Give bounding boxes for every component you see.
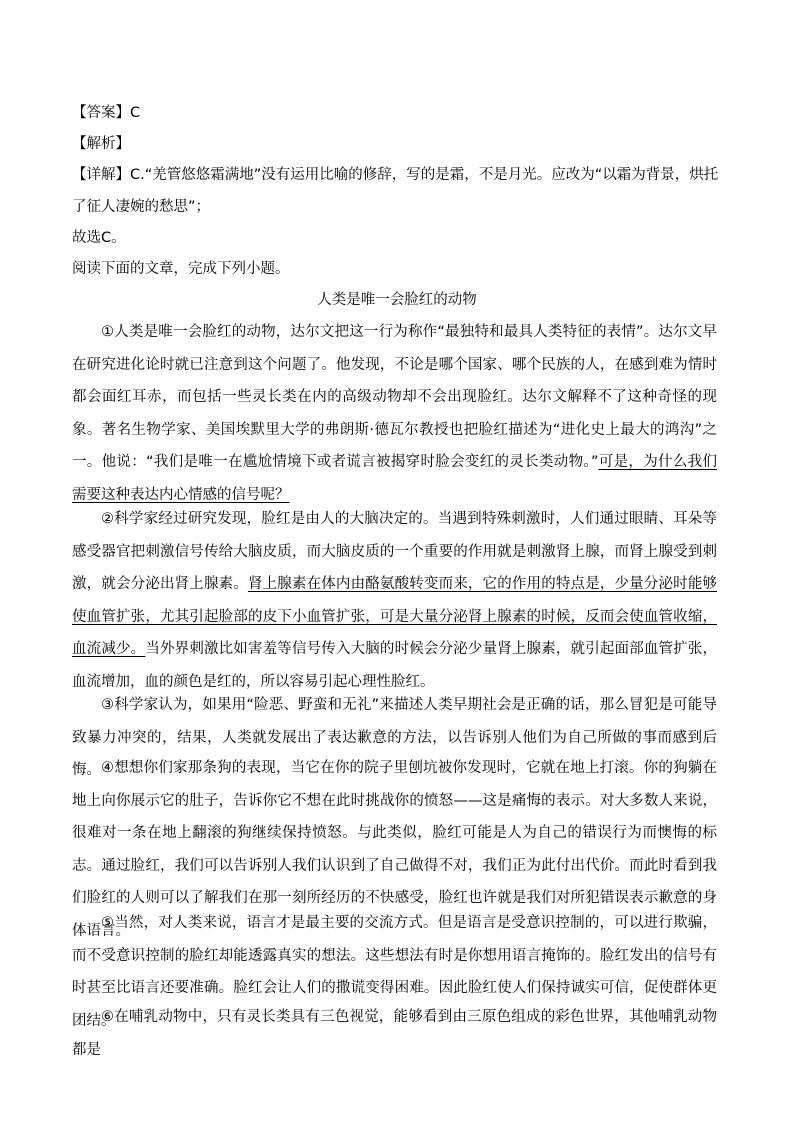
reading-instruction: 阅读下面的文章，完成下列小题。 [72,261,290,277]
detail-line-1: 【详解】C.“羌管悠悠霜满地”没有运用比喻的修辞，写的是霜，不是月光。应改为“以霜为背景，烘托 [72,167,719,183]
paragraph-2-underlined: 肾上腺素在体内由酪氨酸转变而来，它的作用的特点是，少量分泌时能够使血管扩张，尤其引起脸部的皮下小血管扩张，可是大量分泌肾上腺素的时候，反而会使血管收缩，血流减少。 [72,576,717,657]
paragraph-6: ⑥在哺乳动物中，只有灵长类具有三色视觉，能够看到由三原色组成的彩色世界，其他哺乳动物都是 [72,1009,717,1058]
paragraph-1-text: ①人类是唯一会脸红的动物，达尔文把这一行为称作“最独特和最具人类特征的表情”。达尔文早在研究进化论时就已注意到这个问题了。他发现，不论是哪个国家、哪个民族的人，在感到难为情时都会面红耳赤，而包括一些灵长类在内的高级动物却不会出现脸红。达尔文解释不了这种奇怪的现象。著名生物学家、美国埃默里大学的弗朗斯·德瓦尔教授也把脸红描述为“进化史上最大的鸿沟”之一。他说：“我们是唯一在尴尬情境下或者谎言被揭穿时脸会变红的灵长类动物。” [72,324,717,470]
paragraph-1-underlined: 可是，为什么我们需要这种表达内心情感的信号呢？ [72,454,717,503]
article-title: 人类是唯一会脸红的动物 [317,292,477,308]
analysis-heading: 【解析】 [72,136,130,152]
paragraph-2-text-a: ②科学家经过研究发现，脸红是由人的大脑决定的。当遇到特殊刺激时，人们通过眼睛、耳朵等感受器官把刺激信号传给大脑皮质，而大脑皮质的一个重要的作用就是刺激肾上腺，而肾上腺受到刺激，就会分泌出肾上腺素。 [72,511,717,592]
paragraph-5: ⑤当然，对人类来说，语言才是最主要的交流方式。但是语言是受意识控制的，可以进行欺骗，而不受意识控制的脸红却能透露真实的想法。这些想法有时是你想用语言掩饰的。脸红发出的信号有时甚至比语言还要准确。脸红会让人们的撒谎变得困难。因此脸红使人们保持诚实可信，促使群体更团结。 [72,915,717,1029]
detail-line-2: 了征人凄婉的愁思”； [72,199,211,215]
paragraph-1 [72,316,717,511]
paragraph-2 [72,503,717,698]
paragraph-2-text-b: 当外界刺激比如害羞等信号传入大脑的时候会分泌少量肾上腺素，就引起面部血管扩张，血流增加，血的颜色是红的，所以容易引起心理性脸红。 [72,641,718,690]
paragraph-4: ④想想你们家那条狗的表现，当它在你的院子里刨坑被你发现时，它就在地上打滚。你的狗躺在地上向你展示它的肚子，告诉你它不想在此时挑战你的愤怒——这是痛悔的表示。对大多数人来说，很难对一条在地上翻滚的狗继续保持愤怒。与此类似，脸红可能是人为自己的错误行为而懊悔的标志。通过脸红，我们可以告诉别人我们认识到了自己做得不对，我们正为此付出代价。而此时看到我们脸红的人则可以了解我们在那一刻所经历的不快感受，脸红也许就是我们对所犯错误表示歉意的身体语言。 [72,760,717,939]
answer-line: 【答案】C [72,105,141,121]
conclusion-line: 故选C。 [72,230,126,246]
paragraph-3: ③科学家认为，如果用“险恶、野蛮和无礼”来描述人类早期社会是正确的话，那么冒犯是可能导致暴力冲突的，结果，人类就发展出了表达歉意的方法，以告诉别人他们为自己所做的事而感到后悔。 [72,697,717,778]
